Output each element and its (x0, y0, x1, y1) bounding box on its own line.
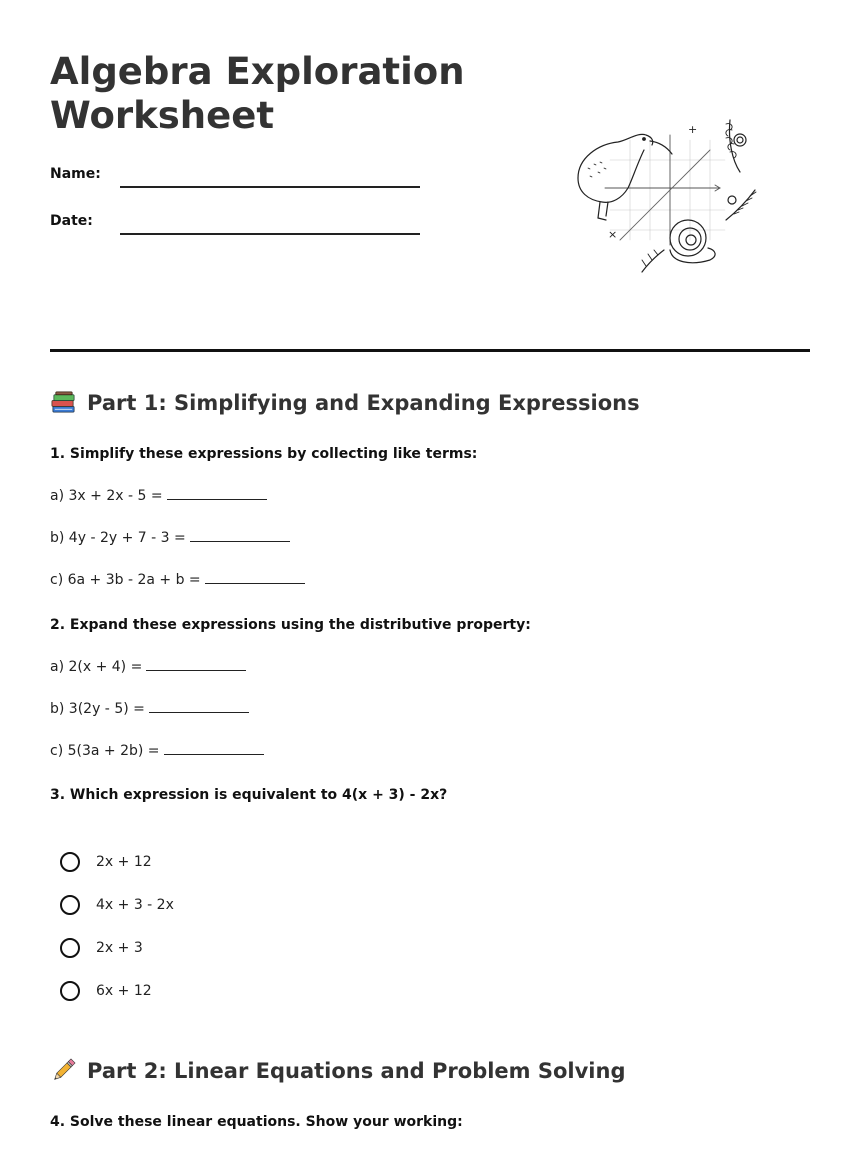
q1-item-c-text: c) 6a + 3b - 2a + b = (50, 572, 201, 588)
name-field[interactable] (120, 186, 420, 188)
q3-option-2[interactable] (60, 895, 174, 915)
answer-blank[interactable] (167, 487, 267, 500)
radio-button[interactable] (60, 981, 80, 1001)
header-illustration (560, 100, 760, 280)
q1-item-a-text: a) 3x + 2x - 5 = (50, 488, 163, 504)
q3-option-4[interactable] (60, 981, 152, 1001)
books-icon (50, 389, 77, 416)
q3-option-2-text: 4x + 3 - 2x (96, 897, 174, 913)
plus-mark: + (688, 123, 698, 136)
answer-blank[interactable] (146, 658, 246, 671)
answer-blank[interactable] (149, 700, 249, 713)
q2-item-c (50, 742, 264, 759)
part2-heading-text: Part 2: Linear Equations and Problem Solving (87, 1058, 626, 1083)
page-title: Algebra Exploration Worksheet (50, 50, 465, 137)
date-field[interactable] (120, 233, 420, 235)
q1-item-a (50, 487, 267, 504)
q1-item-c (50, 571, 305, 588)
q2-item-b (50, 700, 249, 717)
part2-heading (50, 1057, 625, 1084)
part1-heading-text: Part 1: Simplifying and Expanding Expressions (87, 390, 640, 415)
section-divider (50, 349, 810, 352)
radio-button[interactable] (60, 852, 80, 872)
q2-item-a-text: a) 2(x + 4) = (50, 659, 143, 675)
q2-item-a (50, 658, 246, 675)
answer-blank[interactable] (164, 742, 264, 755)
q3-option-4-text: 6x + 12 (96, 983, 152, 999)
answer-blank[interactable] (190, 529, 290, 542)
q3-option-1-text: 2x + 12 (96, 854, 152, 870)
q2-item-c-text: c) 5(3a + 2b) = (50, 743, 160, 759)
date-label: Date: (50, 213, 93, 229)
part1-heading (50, 389, 640, 416)
q1-item-b (50, 529, 290, 546)
pencil-icon (50, 1057, 77, 1084)
q3-option-3[interactable] (60, 938, 143, 958)
q2-item-b-text: b) 3(2y - 5) = (50, 701, 145, 717)
answer-blank[interactable] (205, 571, 305, 584)
radio-button[interactable] (60, 895, 80, 915)
q3-option-3-text: 2x + 3 (96, 940, 143, 956)
q1-item-b-text: b) 4y - 2y + 7 - 3 = (50, 530, 186, 546)
question-3: 3. Which expression is equivalent to 4(x + 3) - 2x? (50, 787, 448, 803)
cross-mark: × (608, 228, 618, 241)
question-1: 1. Simplify these expressions by collecting like terms: (50, 446, 478, 462)
q3-option-1[interactable] (60, 852, 152, 872)
question-2: 2. Expand these expressions using the distributive property: (50, 617, 531, 633)
name-label: Name: (50, 166, 101, 182)
radio-button[interactable] (60, 938, 80, 958)
question-4: 4. Solve these linear equations. Show your working: (50, 1114, 463, 1130)
